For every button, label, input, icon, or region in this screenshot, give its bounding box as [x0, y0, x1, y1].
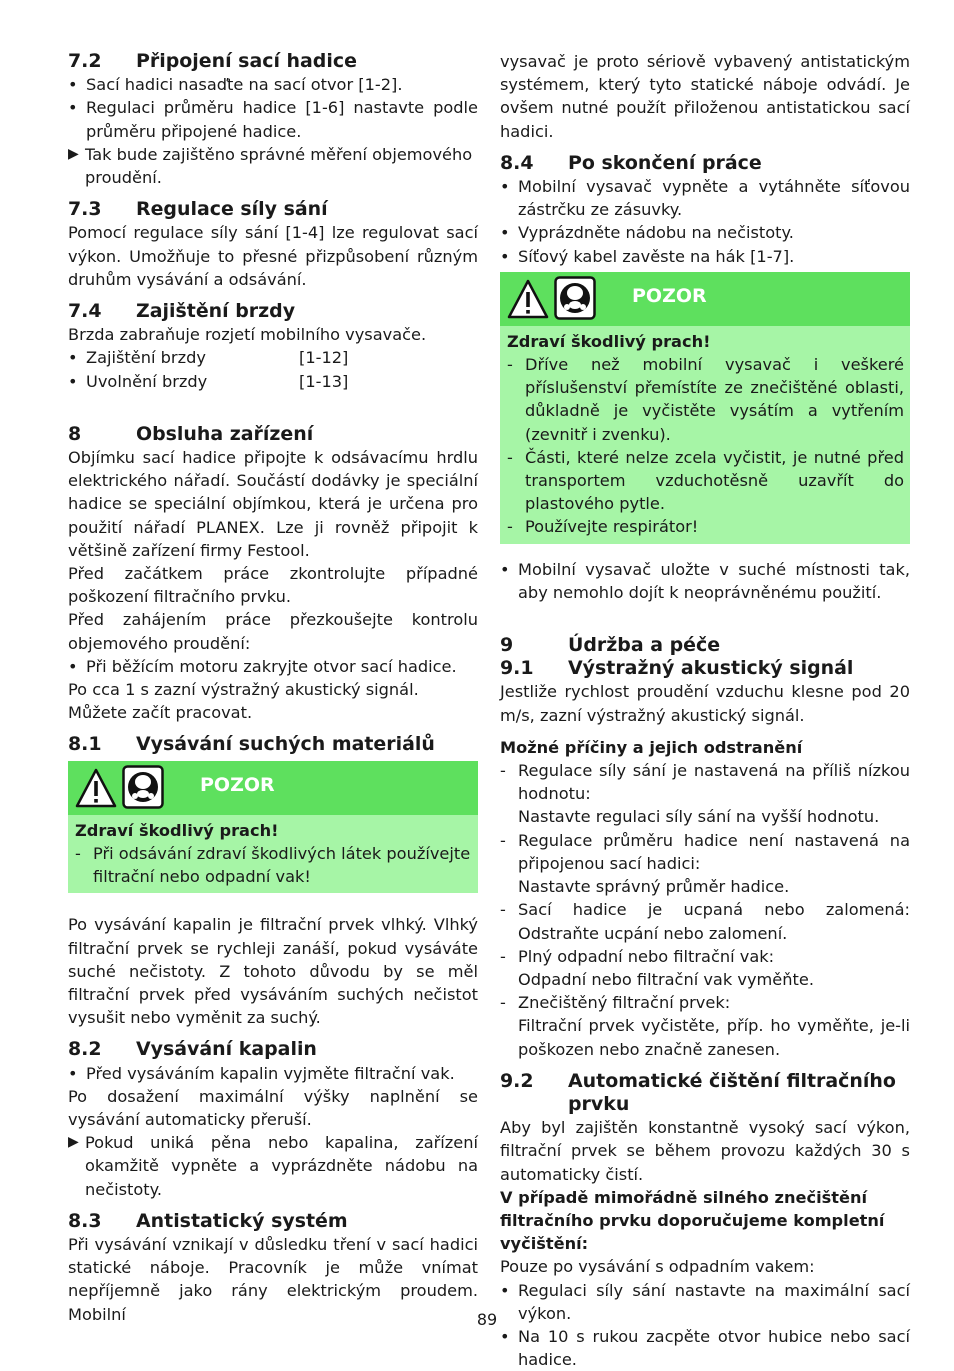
list-item: - Dříve než mobilní vysavač i veškeré příslušenství přemístíte ze znečištěné oblasti, důkladně je vyčistěte vysátím a vytřením (zevnitř i zvenku). — [507, 355, 904, 444]
list-item: • Síťový kabel zavěste na hák [1-7]. — [500, 246, 795, 266]
heading-7-4: 7.4 Zajištění brzdy — [68, 300, 296, 323]
list-item: • Mobilní vysavač uložte v suché místnosti tak, aby nemohlo dojít k neoprávněnému použití. — [500, 559, 910, 602]
paragraph: Brzda zabraňuje rozjetí mobilního vysavače. — [68, 325, 427, 345]
list-item: - Plný odpadní nebo filtrační vak: Odpadní nebo filtrační vak vyměňte. — [500, 946, 814, 989]
warning-header — [500, 272, 910, 326]
respirator-mask-icon — [554, 276, 596, 320]
heading-9-1: 9.1 Výstražný akustický signál — [500, 657, 854, 680]
list-item: - Regulace průměru hadice není nastavená na připojenou sací hadici: Nastavte správný průměr hadice. — [500, 830, 910, 897]
paragraph: Můžete začít pracovat. — [68, 703, 253, 723]
list-item: • Při běžícím motoru zakryjte otvor sací hadice. — [68, 656, 457, 676]
list-item: • Regulaci síly sání nastavte na maximální sací výkon. — [500, 1280, 910, 1323]
paragraph: Jestliže rychlost proudění vzduchu klesne pod 20 m/s, zazní výstražný akustický signál. — [500, 682, 910, 725]
heading-8-4: 8.4 Po skončení práce — [500, 151, 762, 174]
list-item: • Regulaci průměru hadice [1-6] nastavte podle průměru připojené hadice. — [68, 98, 478, 141]
heading-8: 8 Obsluha zařízení — [68, 422, 314, 445]
arrow-right-icon: ▶ — [68, 1134, 79, 1151]
paragraph: Před začátkem práce zkontrolujte případné poškození filtračního prvku. — [68, 564, 478, 607]
paragraph: Při vysávání vznikají v důsledku tření v sací hadici statické náboje. Pracovník je může vnímat nepříjemně jako rány elektrickým proudem. Mobilní — [68, 1234, 478, 1324]
list-item: • Sací hadici nasaďte na sací otvor [1-2]. — [68, 75, 403, 95]
list-item: - Regulace síly sání je nastavená na příliš nízkou hodnotu: Nastavte regulaci síly sání na vyšší hodnotu. — [500, 761, 910, 827]
list-item: - Znečištěný filtrační prvek: Filtrační prvek vyčistěte, příp. ho vyměňte, je-li poškozen nebo značně zanesen. — [500, 993, 910, 1059]
paragraph: Po vysávání kapalin je filtrační prvek vlhký. Vlhký filtrační prvek se rychleji zanáší, pokud vysáváte suché nečistoty. Z tohoto důvodu by se měl filtrační prvek před vysáváním suchých nečistot vysušit nebo vyměnit za suchý. — [68, 915, 478, 1028]
paragraph: Aby byl zajištěn konstantně vysoký sací výkon, filtrační prvek se během provozu každých 30 s automaticky čistí. — [500, 1118, 910, 1184]
heading-8-1: 8.1 Vysávání suchých materiálů — [68, 733, 435, 756]
warning-title: POZOR — [632, 284, 707, 307]
causes-heading: Možné příčiny a jejich odstranění — [500, 737, 803, 757]
paragraph: Po dosažení maximální výšky naplnění se vysávání automaticky přeruší. — [68, 1086, 478, 1129]
heading-7-3: 7.3 Regulace síly sání — [68, 198, 328, 221]
warning-subtitle: Zdraví škodlivý prach! — [75, 820, 279, 840]
right-column — [500, 50, 910, 1371]
warning-header — [68, 761, 478, 815]
list-item: • Před vysáváním kapalin vyjměte filtrační vak. — [68, 1063, 455, 1083]
result-item: ▶ Tak bude zajištěno správné měření objemového proudění. — [68, 143, 478, 189]
result-item: ▶ Pokud uniká pěna nebo kapalina, zařízení okamžitě vypněte a vyprázdněte nádobu na nečistoty. — [68, 1131, 478, 1201]
list-item: • Mobilní vysavač vypněte a vytáhněte síťovou zástrčku ze zásuvky. — [500, 177, 910, 220]
paragraph: Po cca 1 s zazní výstražný akustický signál. — [68, 680, 419, 700]
list-item: • Zajištění brzdy [1-12] — [68, 348, 349, 368]
warning-box — [500, 272, 910, 544]
list-item: - Sací hadice je ucpaná nebo zalomená: Odstraňte ucpání nebo zalomení. — [500, 900, 910, 943]
heading-9: 9 Údržba a péče — [500, 634, 721, 657]
warning-box — [68, 761, 478, 894]
paragraph: Objímku sací hadice připojte k odsávacímu hrdlu elektrického nářadí. Součástí dodávky je speciální hadice se speciální objímkou, která je určena pro použití nářadí PLANEX. Lze ji rovněž připojit k většině zařízení firmy Festool. — [68, 448, 478, 560]
warning-triangle-icon — [74, 767, 118, 809]
arrow-right-icon: ▶ — [68, 145, 79, 162]
list-item: • Uvolnění brzdy [1-13] — [68, 371, 349, 391]
list-item: • Vyprázdněte nádobu na nečistoty. — [500, 223, 794, 243]
paragraph: vysavač je proto sériově vybavený antistatickým systémem, který tyto statické náboje odvádí. Je ovšem nutné použít přiloženou antistatickou sací hadici. — [500, 52, 910, 141]
heading-7-2: 7.2 Připojení sací hadice — [68, 50, 357, 72]
respirator-mask-icon — [122, 765, 164, 809]
warning-triangle-icon — [506, 278, 550, 320]
left-column — [68, 50, 478, 1326]
list-item: - Části, které nelze zcela vyčistit, je nutné před transportem vzduchotěsně uzavřít do plastového pytle. — [507, 447, 904, 514]
heading-8-3: 8.3 Antistatický systém — [68, 1209, 348, 1232]
paragraph-bold: V případě mimořádně silného znečištění filtračního prvku doporučujeme kompletní vyčištění: — [500, 1187, 885, 1254]
list-item: • Na 10 s rukou zacpěte otvor hubice nebo sací hadice. — [500, 1326, 910, 1370]
warning-subtitle: Zdraví škodlivý prach! — [507, 331, 711, 351]
paragraph: Pomocí regulace síly sání [1-4] lze regulovat sací výkon. Umožňuje to přesné přizpůsobení různým druhům vysávání a odsávání. — [68, 223, 478, 289]
heading-8-2: 8.2 Vysávání kapalin — [68, 1038, 317, 1061]
paragraph: Pouze po vysávání s odpadním vakem: — [500, 1257, 815, 1277]
page-number: 89 — [476, 1310, 498, 1329]
heading-9-2: 9.2 Automatické čištění filtračního prvku — [500, 1069, 896, 1115]
list-item: - Používejte respirátor! — [507, 517, 699, 537]
list-item: - Při odsávání zdraví škodlivých látek používejte filtrační nebo odpadní vak! — [75, 843, 471, 887]
paragraph: Před zahájením práce přezkoušejte kontrolu objemového proudění: — [68, 610, 478, 653]
warning-title: POZOR — [200, 773, 275, 796]
